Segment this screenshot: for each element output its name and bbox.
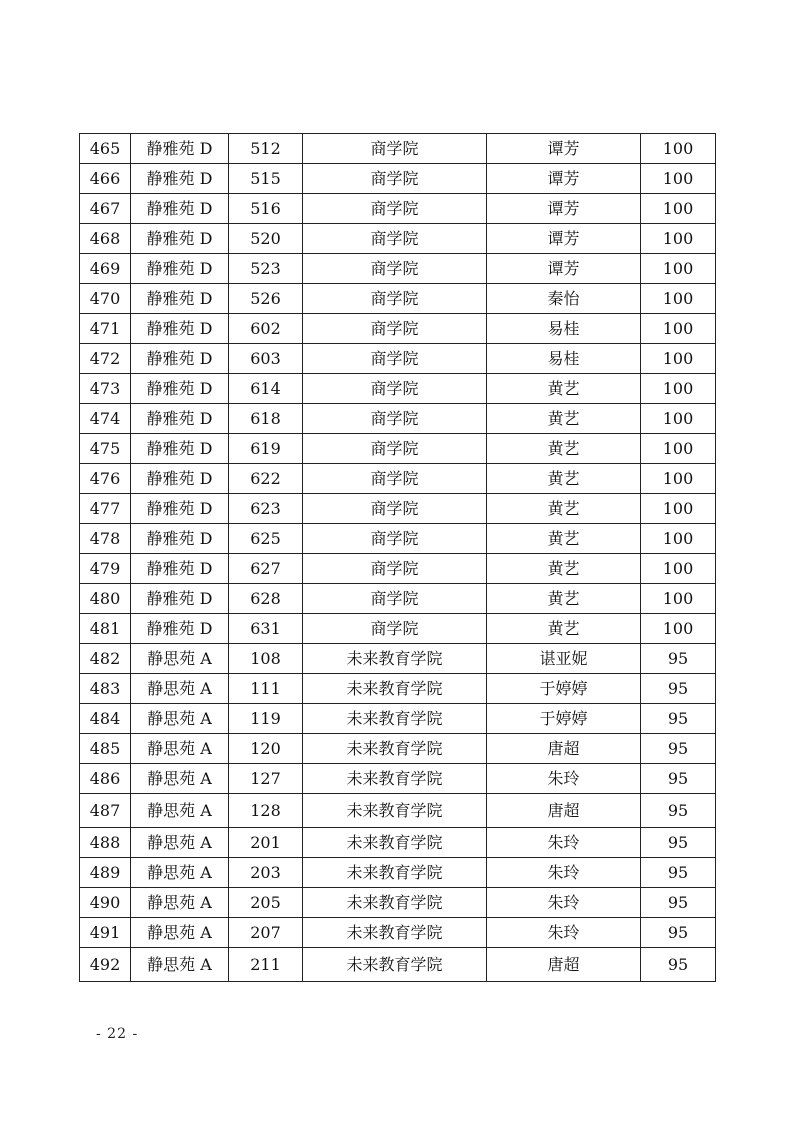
row-number: 492	[80, 948, 131, 982]
person-cell: 唐超	[487, 948, 641, 982]
room-cell: 625	[229, 524, 303, 554]
person-cell: 于婷婷	[487, 704, 641, 734]
score-cell: 100	[641, 584, 716, 614]
room-cell: 201	[229, 828, 303, 858]
score-cell: 95	[641, 828, 716, 858]
row-number: 479	[80, 554, 131, 584]
table-row	[80, 194, 716, 224]
person-cell: 黄艺	[487, 374, 641, 404]
row-number: 472	[80, 344, 131, 374]
row-number: 477	[80, 494, 131, 524]
college-cell: 未来教育学院	[303, 704, 487, 734]
room-cell: 603	[229, 344, 303, 374]
building-cell: 静雅苑 D	[131, 464, 229, 494]
score-cell: 100	[641, 434, 716, 464]
table-row	[80, 464, 716, 494]
score-cell: 100	[641, 314, 716, 344]
person-cell: 黄艺	[487, 584, 641, 614]
building-cell: 静雅苑 D	[131, 224, 229, 254]
score-cell: 95	[641, 674, 716, 704]
table-row	[80, 858, 716, 888]
score-cell: 100	[641, 374, 716, 404]
building-cell: 静思苑 A	[131, 918, 229, 948]
table-row	[80, 224, 716, 254]
college-cell: 未来教育学院	[303, 918, 487, 948]
building-cell: 静思苑 A	[131, 888, 229, 918]
building-cell: 静雅苑 D	[131, 194, 229, 224]
building-cell: 静雅苑 D	[131, 344, 229, 374]
table-row	[80, 434, 716, 464]
room-cell: 120	[229, 734, 303, 764]
score-cell: 95	[641, 888, 716, 918]
person-cell: 朱玲	[487, 858, 641, 888]
room-cell: 108	[229, 644, 303, 674]
room-cell: 203	[229, 858, 303, 888]
row-number: 490	[80, 888, 131, 918]
college-cell: 未来教育学院	[303, 888, 487, 918]
building-cell: 静雅苑 D	[131, 434, 229, 464]
table-row	[80, 794, 716, 828]
college-cell: 商学院	[303, 464, 487, 494]
room-cell: 526	[229, 284, 303, 314]
score-cell: 100	[641, 134, 716, 164]
college-cell: 商学院	[303, 194, 487, 224]
table-row	[80, 404, 716, 434]
score-cell: 100	[641, 164, 716, 194]
row-number: 491	[80, 918, 131, 948]
room-cell: 614	[229, 374, 303, 404]
score-cell: 95	[641, 948, 716, 982]
table-row	[80, 494, 716, 524]
row-number: 484	[80, 704, 131, 734]
score-cell: 95	[641, 918, 716, 948]
person-cell: 朱玲	[487, 764, 641, 794]
person-cell: 朱玲	[487, 918, 641, 948]
dormitory-score-table	[79, 133, 716, 982]
room-cell: 211	[229, 948, 303, 982]
college-cell: 商学院	[303, 284, 487, 314]
table-row	[80, 524, 716, 554]
room-cell: 628	[229, 584, 303, 614]
table-row	[80, 314, 716, 344]
college-cell: 商学院	[303, 494, 487, 524]
row-number: 487	[80, 794, 131, 828]
row-number: 473	[80, 374, 131, 404]
college-cell: 商学院	[303, 134, 487, 164]
table-row	[80, 674, 716, 704]
building-cell: 静思苑 A	[131, 674, 229, 704]
row-number: 483	[80, 674, 131, 704]
person-cell: 谭芳	[487, 254, 641, 284]
person-cell: 易桂	[487, 314, 641, 344]
college-cell: 未来教育学院	[303, 948, 487, 982]
table-row	[80, 584, 716, 614]
person-cell: 唐超	[487, 794, 641, 828]
person-cell: 黄艺	[487, 494, 641, 524]
college-cell: 商学院	[303, 164, 487, 194]
room-cell: 602	[229, 314, 303, 344]
table-row	[80, 164, 716, 194]
college-cell: 商学院	[303, 314, 487, 344]
building-cell: 静思苑 A	[131, 704, 229, 734]
building-cell: 静雅苑 D	[131, 614, 229, 644]
college-cell: 商学院	[303, 584, 487, 614]
room-cell: 205	[229, 888, 303, 918]
room-cell: 520	[229, 224, 303, 254]
table-body	[80, 134, 716, 982]
page-number: - 22 -	[96, 1026, 139, 1042]
row-number: 486	[80, 764, 131, 794]
score-cell: 95	[641, 764, 716, 794]
row-number: 476	[80, 464, 131, 494]
building-cell: 静思苑 A	[131, 734, 229, 764]
building-cell: 静雅苑 D	[131, 554, 229, 584]
person-cell: 谌亚妮	[487, 644, 641, 674]
table-row	[80, 134, 716, 164]
row-number: 482	[80, 644, 131, 674]
college-cell: 未来教育学院	[303, 858, 487, 888]
table-row	[80, 704, 716, 734]
row-number: 480	[80, 584, 131, 614]
building-cell: 静思苑 A	[131, 858, 229, 888]
person-cell: 黄艺	[487, 404, 641, 434]
row-number: 466	[80, 164, 131, 194]
person-cell: 朱玲	[487, 888, 641, 918]
score-cell: 100	[641, 254, 716, 284]
score-cell: 100	[641, 284, 716, 314]
room-cell: 128	[229, 794, 303, 828]
row-number: 468	[80, 224, 131, 254]
room-cell: 523	[229, 254, 303, 284]
college-cell: 商学院	[303, 254, 487, 284]
score-cell: 100	[641, 614, 716, 644]
table-row	[80, 254, 716, 284]
table-row	[80, 948, 716, 982]
building-cell: 静雅苑 D	[131, 134, 229, 164]
college-cell: 商学院	[303, 344, 487, 374]
row-number: 475	[80, 434, 131, 464]
score-cell: 95	[641, 794, 716, 828]
building-cell: 静思苑 A	[131, 764, 229, 794]
person-cell: 秦怡	[487, 284, 641, 314]
score-cell: 95	[641, 644, 716, 674]
college-cell: 未来教育学院	[303, 764, 487, 794]
room-cell: 127	[229, 764, 303, 794]
person-cell: 黄艺	[487, 434, 641, 464]
table-row	[80, 284, 716, 314]
table-row	[80, 374, 716, 404]
building-cell: 静雅苑 D	[131, 254, 229, 284]
row-number: 488	[80, 828, 131, 858]
college-cell: 商学院	[303, 224, 487, 254]
room-cell: 619	[229, 434, 303, 464]
building-cell: 静思苑 A	[131, 644, 229, 674]
row-number: 470	[80, 284, 131, 314]
building-cell: 静雅苑 D	[131, 284, 229, 314]
building-cell: 静雅苑 D	[131, 494, 229, 524]
building-cell: 静雅苑 D	[131, 584, 229, 614]
row-number: 478	[80, 524, 131, 554]
row-number: 489	[80, 858, 131, 888]
building-cell: 静雅苑 D	[131, 374, 229, 404]
score-cell: 100	[641, 524, 716, 554]
college-cell: 未来教育学院	[303, 644, 487, 674]
person-cell: 谭芳	[487, 164, 641, 194]
score-cell: 100	[641, 554, 716, 584]
college-cell: 商学院	[303, 614, 487, 644]
row-number: 481	[80, 614, 131, 644]
building-cell: 静雅苑 D	[131, 404, 229, 434]
college-cell: 商学院	[303, 374, 487, 404]
college-cell: 未来教育学院	[303, 828, 487, 858]
score-cell: 95	[641, 704, 716, 734]
college-cell: 商学院	[303, 554, 487, 584]
score-cell: 100	[641, 344, 716, 374]
room-cell: 623	[229, 494, 303, 524]
college-cell: 未来教育学院	[303, 734, 487, 764]
building-cell: 静思苑 A	[131, 948, 229, 982]
room-cell: 618	[229, 404, 303, 434]
room-cell: 627	[229, 554, 303, 584]
table-row	[80, 918, 716, 948]
score-cell: 95	[641, 858, 716, 888]
room-cell: 207	[229, 918, 303, 948]
building-cell: 静思苑 A	[131, 794, 229, 828]
building-cell: 静雅苑 D	[131, 524, 229, 554]
table-row	[80, 344, 716, 374]
row-number: 474	[80, 404, 131, 434]
table-row	[80, 554, 716, 584]
college-cell: 商学院	[303, 524, 487, 554]
person-cell: 黄艺	[487, 614, 641, 644]
table-row	[80, 888, 716, 918]
room-cell: 512	[229, 134, 303, 164]
person-cell: 黄艺	[487, 554, 641, 584]
person-cell: 黄艺	[487, 464, 641, 494]
room-cell: 622	[229, 464, 303, 494]
table-row	[80, 764, 716, 794]
table-row	[80, 734, 716, 764]
row-number: 471	[80, 314, 131, 344]
college-cell: 商学院	[303, 404, 487, 434]
score-cell: 100	[641, 404, 716, 434]
row-number: 485	[80, 734, 131, 764]
room-cell: 515	[229, 164, 303, 194]
person-cell: 唐超	[487, 734, 641, 764]
person-cell: 朱玲	[487, 828, 641, 858]
score-cell: 100	[641, 224, 716, 254]
college-cell: 未来教育学院	[303, 794, 487, 828]
building-cell: 静思苑 A	[131, 828, 229, 858]
person-cell: 谭芳	[487, 134, 641, 164]
row-number: 469	[80, 254, 131, 284]
score-cell: 95	[641, 734, 716, 764]
college-cell: 商学院	[303, 434, 487, 464]
building-cell: 静雅苑 D	[131, 314, 229, 344]
room-cell: 516	[229, 194, 303, 224]
room-cell: 119	[229, 704, 303, 734]
person-cell: 谭芳	[487, 194, 641, 224]
table-row	[80, 614, 716, 644]
table-row	[80, 828, 716, 858]
row-number: 465	[80, 134, 131, 164]
score-cell: 100	[641, 494, 716, 524]
row-number: 467	[80, 194, 131, 224]
person-cell: 黄艺	[487, 524, 641, 554]
room-cell: 111	[229, 674, 303, 704]
room-cell: 631	[229, 614, 303, 644]
score-cell: 100	[641, 464, 716, 494]
person-cell: 谭芳	[487, 224, 641, 254]
college-cell: 未来教育学院	[303, 674, 487, 704]
score-cell: 100	[641, 194, 716, 224]
table-row	[80, 644, 716, 674]
person-cell: 于婷婷	[487, 674, 641, 704]
person-cell: 易桂	[487, 344, 641, 374]
building-cell: 静雅苑 D	[131, 164, 229, 194]
